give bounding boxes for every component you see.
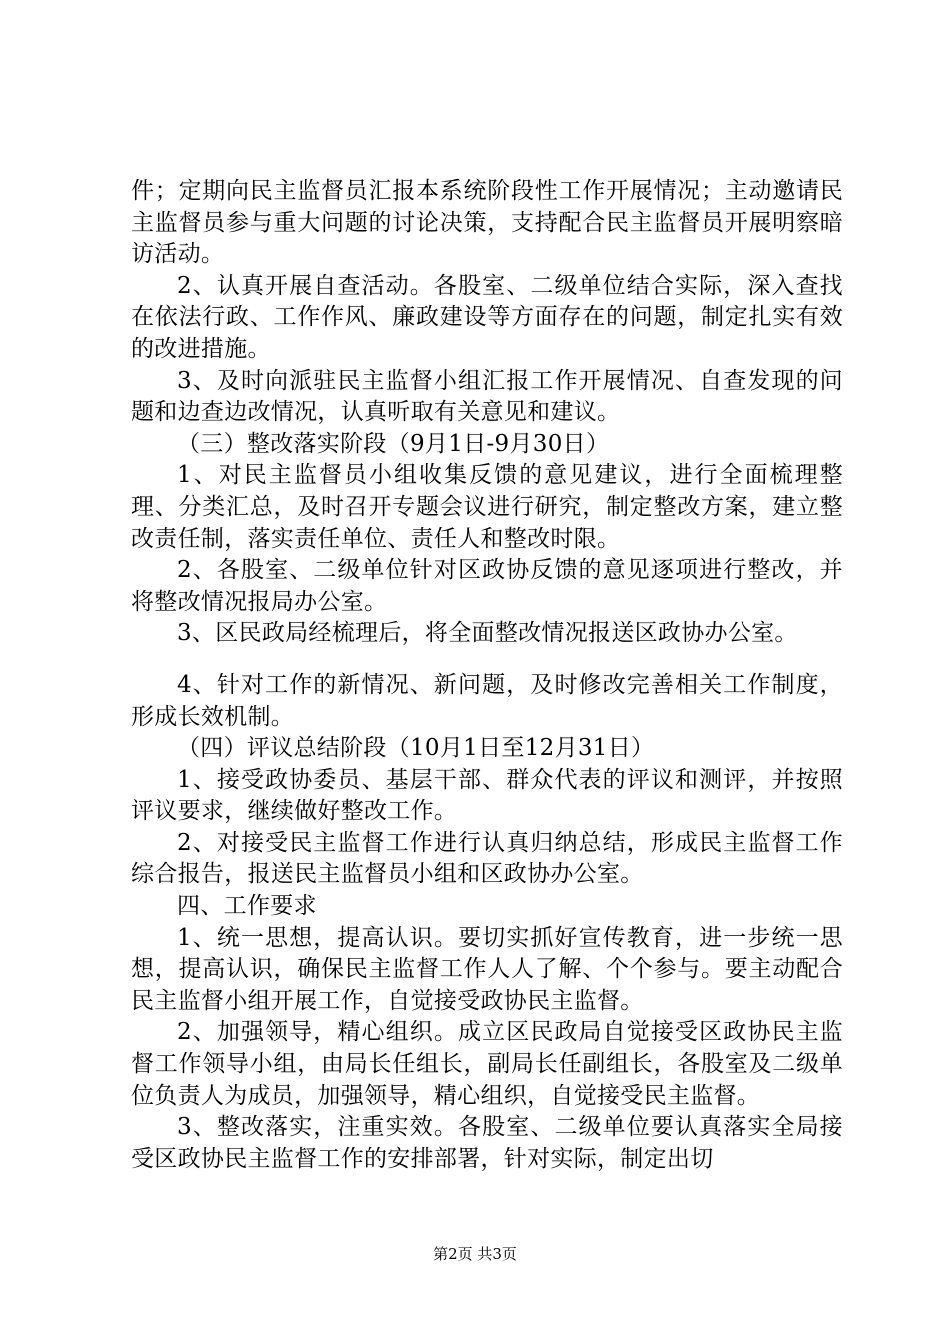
page-number-footer: 第2页 共3页 bbox=[433, 1245, 517, 1263]
paragraph-rectification-4: 4、针对工作的新情况、新问题，及时修改完善相关工作制度，形成长效机制。 bbox=[131, 671, 843, 730]
paragraph-requirement-1: 1、统一思想，提高认识。要切实抓好宣传教育，进一步统一思想，提高认识，确保民主监督工作人人了解、个个参与。要主动配合民主监督小组开展工作，自觉接受政协民主监督。 bbox=[131, 924, 843, 1014]
paragraph-evaluation-1: 1、接受政协委员、基层干部、群众代表的评议和测评，并按照评议要求，继续做好整改工作。 bbox=[131, 766, 843, 825]
section-heading-evaluation: （四）评议总结阶段（10月1日至12月31日） bbox=[177, 735, 655, 762]
paragraph-rectification-3: 3、区民政局经梳理后，将全面整改情况报送区政协办公室。 bbox=[177, 620, 798, 647]
document-body bbox=[131, 176, 843, 1175]
paragraph-requirement-2: 2、加强领导，精心组织。成立区民政局自觉接受区政协民主监督工作领导小组，由局长任组长，副局长任副组长，各股室及二级单位负责人为成员，加强领导，精心组织，自觉接受民主监督。 bbox=[131, 1019, 843, 1109]
section-heading-requirements: 四、工作要求 bbox=[177, 893, 317, 920]
paragraph-report-progress: 3、及时向派驻民主监督小组汇报工作开展情况、自查发现的问题和边查边改情况，认真听取有关意见和建议。 bbox=[131, 367, 843, 426]
paragraph-continuation: 件；定期向民主监督员汇报本系统阶段性工作开展情况；主动邀请民主监督员参与重大问题的讨论决策，支持配合民主监督员开展明察暗访活动。 bbox=[131, 178, 843, 268]
paragraph-self-inspection: 2、认真开展自查活动。各股室、二级单位结合实际，深入查找在依法行政、工作作风、廉政建设等方面存在的问题，制定扎实有效的改进措施。 bbox=[131, 272, 843, 362]
paragraph-rectification-1: 1、对民主监督员小组收集反馈的意见建议，进行全面梳理整理、分类汇总，及时召开专题会议进行研究，制定整改方案，建立整改责任制，落实责任单位、责任人和整改时限。 bbox=[131, 462, 843, 552]
paragraph-evaluation-2: 2、对接受民主监督工作进行认真归纳总结，形成民主监督工作综合报告，报送民主监督员小组和区政协办公室。 bbox=[131, 829, 843, 888]
section-heading-rectification: （三）整改落实阶段（9月1日-9月30日） bbox=[177, 430, 610, 457]
paragraph-rectification-2: 2、各股室、二级单位针对区政协反馈的意见逐项进行整改，并将整改情况报局办公室。 bbox=[131, 557, 843, 615]
paragraph-requirement-3: 3、整改落实，注重实效。各股室、二级单位要认真落实全局接受区政协民主监督工作的安排部署，针对实际，制定出切 bbox=[131, 1114, 843, 1172]
